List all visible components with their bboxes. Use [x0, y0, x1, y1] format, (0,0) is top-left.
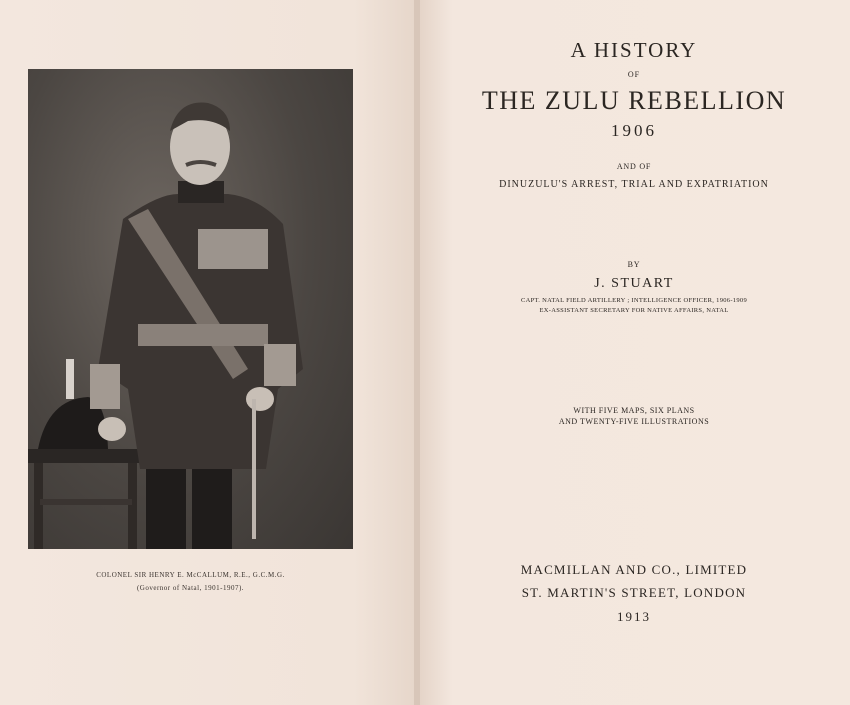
subtitle: DINUZULU'S ARREST, TRIAL AND EXPATRIATION	[499, 179, 769, 190]
publisher-address: ST. MARTIN'S STREET, LONDON	[521, 585, 747, 600]
portrait-caption: COLONEL SIR HENRY E. McCALLUM, R.E., G.C.M.G.	[96, 571, 285, 579]
author-name: J. STUART	[594, 276, 674, 291]
publication-year: 1913	[617, 609, 651, 624]
illustrations-note-1: WITH FIVE MAPS, SIX PLANS	[573, 406, 695, 415]
title-line-1: A HISTORY	[570, 38, 698, 62]
title-year: 1906	[611, 121, 657, 140]
title-and-of: AND OF	[616, 162, 652, 171]
author-credit-1: CAPT. NATAL FIELD ARTILLERY ; INTELLIGENCE OFFICER, 1906-1909	[520, 297, 748, 304]
title-of: OF	[627, 70, 641, 79]
portrait-caption-subline: (Governor of Natal, 1901-1907).	[136, 584, 245, 592]
publisher-name: MACMILLAN AND CO., LIMITED	[520, 562, 748, 577]
illustrations-note-2: AND TWENTY-FIVE ILLUSTRATIONS	[558, 417, 710, 426]
author-credit-2: EX-ASSISTANT SECRETARY FOR NATIVE AFFAIRS, NATAL	[539, 307, 729, 314]
frontispiece-portrait	[28, 69, 353, 549]
by-line: BY	[627, 260, 641, 269]
main-title: THE ZULU REBELLION	[481, 86, 787, 115]
portrait-figure	[28, 69, 353, 549]
